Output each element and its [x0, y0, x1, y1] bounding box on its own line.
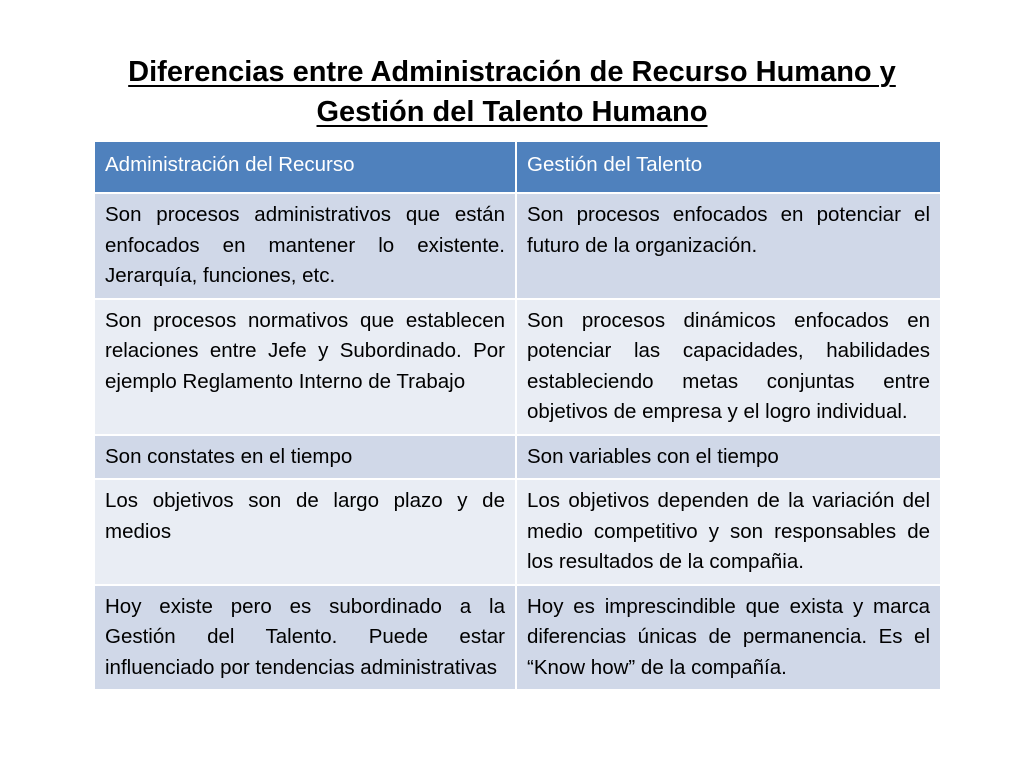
title-line-1: Diferencias entre Administración de Recurso Humano y	[128, 56, 896, 88]
table-cell-administracion: Los objetivos son de largo plazo y de medios	[94, 479, 516, 585]
column-header-gestion: Gestión del Talento	[516, 141, 941, 193]
title-line-2: Gestión del Talento Humano	[316, 96, 708, 128]
table-row	[94, 193, 941, 299]
table-header-row	[94, 141, 941, 193]
table-cell-gestion: Hoy es imprescindible que exista y marca diferencias únicas de permanencia. Es el “Know how” de la compañía.	[516, 585, 941, 691]
table-cell-gestion: Son procesos dinámicos enfocados en potenciar las capacidades, habilidades estableciendo metas conjuntas entre objetivos de empresa y el logro individual.	[516, 299, 941, 435]
table-row	[94, 585, 941, 691]
table-row	[94, 299, 941, 435]
slide-title	[60, 52, 964, 132]
table-row	[94, 435, 941, 480]
comparison-table	[93, 140, 942, 691]
table-row	[94, 479, 941, 585]
table-cell-gestion: Son procesos enfocados en potenciar el futuro de la organización.	[516, 193, 941, 299]
table-cell-gestion: Son variables con el tiempo	[516, 435, 941, 480]
table-cell-administracion: Son procesos administrativos que están enfocados en mantener lo existente. Jerarquía, funciones, etc.	[94, 193, 516, 299]
column-header-administracion: Administración del Recurso	[94, 141, 516, 193]
table-cell-gestion: Los objetivos dependen de la variación del medio competitivo y son responsables de los resultados de la compañia.	[516, 479, 941, 585]
table-cell-administracion: Son procesos normativos que establecen relaciones entre Jefe y Subordinado. Por ejemplo Reglamento Interno de Trabajo	[94, 299, 516, 435]
table-cell-administracion: Hoy existe pero es subordinado a la Gestión del Talento. Puede estar influenciado por tendencias administrativas	[94, 585, 516, 691]
table-cell-administracion: Son constates en el tiempo	[94, 435, 516, 480]
